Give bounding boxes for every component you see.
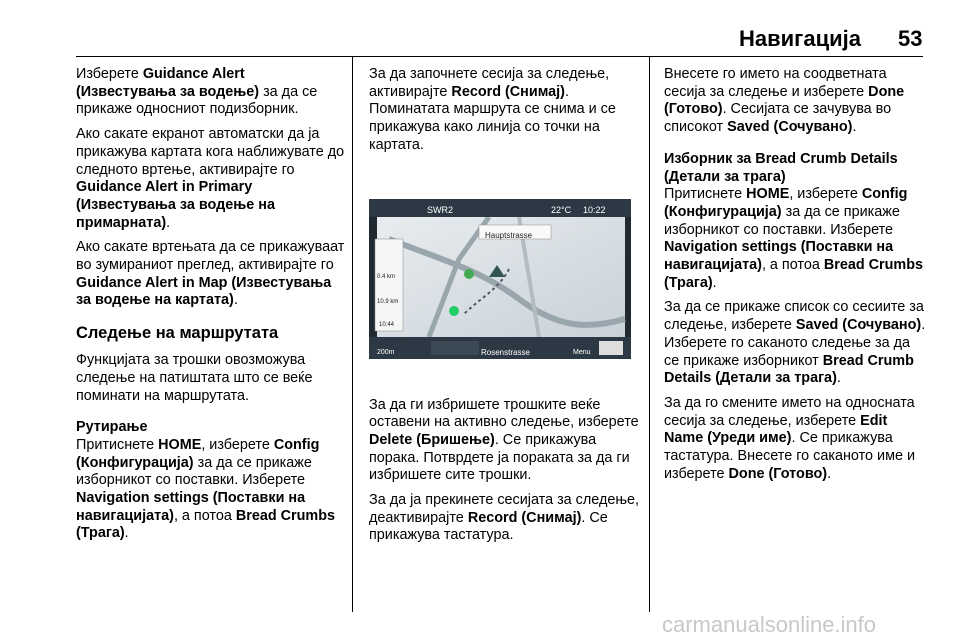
screen-time: 10:22 [583,204,606,215]
column-divider-1 [352,57,353,612]
map-graphic [369,199,631,359]
screen-scale: 200m [377,348,395,356]
bold-term: Done (Готово) [664,83,905,118]
screen-eta: 10:44 [379,321,395,328]
bold-term: Delete (Бришење) [369,431,495,448]
paragraph: За да се прикаже список со сесиите за следење, изберете Saved (Сочувано). Изберете го саканото следење за да се прикаже изборникот Bread Crumb Details (Детали за трага). [664,299,926,387]
navigation-screen-image [369,199,631,359]
paragraph: Изберете Guidance Alert (Известувања за водење) за да се прикаже односниот подизборник. [76,66,318,118]
paragraph: За да започнете сесија за следење, активирајте Record (Снимај). Поминатата маршрута се снима и се прикажува како линија со точки на картата. [369,66,616,153]
column-3 [664,66,928,490]
paragraph: За да ги избришете трошките веќе оставени на активно следење, изберете Delete (Бришење). Се прикажува порака. Потврдете ја пораката за да ги избришете сите трошки. [369,396,639,484]
bold-term: Config (Конфигурација) [664,186,908,220]
bold-term: HOME [158,436,202,453]
paragraph: Ако сакате вртењата да се прикажуваат во зумираниот преглед, активирајте го Guidance Alert in Map (Известувања за водење на картата). [76,239,345,309]
bold-term: Bread Crumb Details (Детали за трага) [664,352,914,387]
page-number: 53 [898,26,923,51]
paragraph: Внесете го името на соодветната сесија за следење и изберете Done (Готово). Сесијата се зачувува во списокот Saved (Сочувано). [664,66,905,136]
bold-term: Saved (Сочувано) [727,119,853,136]
bold-term: Navigation settings (Поставки на навигацијата) [76,490,306,524]
screen-distance-2: 10.9 km [377,298,399,305]
paragraph: Притиснете HOME, изберете Config (Конфигурација) за да се прикаже изборникот со поставки. Изберете Navigation settings (Поставки на навигацијата), а потоа Bread Crumbs (Трага). [664,186,924,291]
bold-term: Record (Снимај) [451,83,565,100]
column-2 [369,66,641,552]
screen-station: SWR2 [427,204,454,215]
screen-distance-1: 0.4 km [377,273,396,280]
header-divider [76,56,923,57]
screen-menu-button: Menu [573,348,591,356]
bold-term: Done (Готово) [728,465,828,482]
section-heading: Следење на маршрутата [76,324,279,343]
column-1 [76,66,346,550]
watermark: carmanualsonline.info [662,612,877,637]
bold-term: Navigation settings (Поставки на навигацијата) [664,239,894,274]
bold-term: Saved (Сочувано) [795,317,922,334]
bold-term: HOME [746,186,790,203]
bold-term: Bread Crumbs (Трага) [76,507,336,542]
bold-term: Guidance Alert (Известувања за водење) [76,66,260,100]
bold-term: Guidance Alert in Primary (Известувања за водење на примарната) [76,179,275,231]
bold-term: Config (Конфигурација) [76,436,320,471]
page-title: Навигација [739,26,861,51]
bold-term: Record (Снимај) [467,509,582,526]
screen-temperature: 22°C [551,204,572,215]
bold-term: Guidance Alert in Map (Известувања за водење на картата) [76,274,332,309]
column-divider-2 [649,57,650,612]
paragraph: За да ја прекинете сесијата за следење, деактивирајте Record (Снимај). Се прикажува тастатура. [369,492,640,544]
screen-street-top: Hauptstrasse [485,230,533,240]
paragraph: Притиснете HOME, изберете Config (Конфигурација) за да се прикаже изборникот со поставки. Изберете Navigation settings (Поставки на навигацијата), а потоа Bread Crumbs (Трага). [76,436,336,542]
bold-term: Edit Name (Уреди име) [664,412,888,447]
paragraph: Функцијата за трошки овозможува следење на патиштата што се веќе поминати на маршрутата. [76,352,313,404]
paragraph: За да го смените името на односната сесија за следење, изберете Edit Name (Уреди име). Се прикажува тастатура. Внесете го саканото име и изберете Done (Готово). [664,394,916,482]
bold-term: Bread Crumbs (Трага) [664,257,924,291]
paragraph: Ако сакате екранот автоматски да ја прикажува картата кога наближувате до следното вртење, активирајте го Guidance Alert in Primary (Известувања за водење на примарната). [76,126,345,231]
subsection-heading: Рутирање [76,419,148,436]
subsection-heading: Изборник за Bread Crumb Details (Детали за трага) [664,150,898,185]
screen-street-bottom: Rosenstrasse [481,347,530,357]
